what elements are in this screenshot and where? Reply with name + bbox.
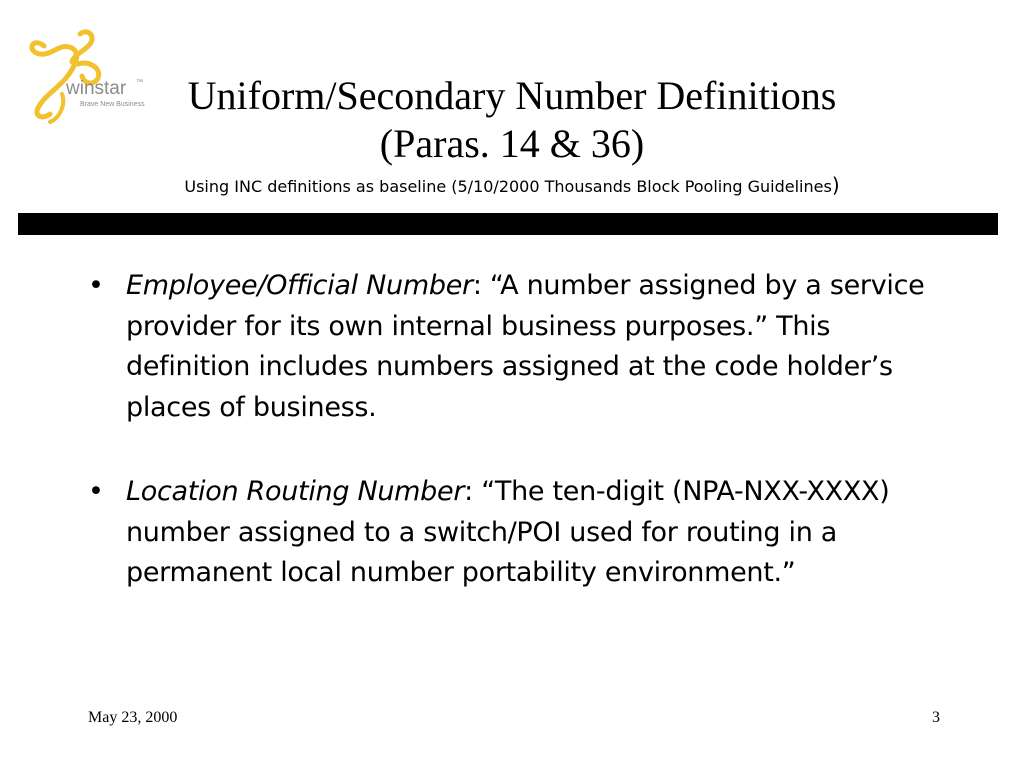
footer-date: May 23, 2000 (88, 709, 178, 726)
bullet-list (88, 266, 948, 638)
bullet-text (126, 472, 948, 594)
title-divider-bar (18, 213, 998, 235)
bullet-marker: • (88, 476, 104, 507)
bullet-marker: • (88, 270, 104, 301)
bullet-text (126, 266, 948, 428)
slide-title-block (0, 72, 1024, 198)
slide-subtitle-close-paren: ) (831, 173, 840, 197)
slide-subtitle-text: Using INC definitions as baseline (5/10/2000 Thousands Block Pooling Guidelines (184, 177, 832, 196)
bullet-term: Location Routing Number (126, 476, 465, 507)
logo-trademark: ™ (136, 79, 143, 86)
footer-page-number: 3 (932, 709, 940, 726)
bullet-item-employee-official-number (88, 266, 948, 428)
bullet-definition: : “The ten-digit (NPA-NXX-XXXX) number assigned to a switch/POI used for routing in a permanent local number portability environment.” (126, 476, 890, 588)
bullet-item-location-routing-number (88, 472, 948, 594)
bullet-term: Employee/Official Number (126, 270, 473, 301)
slide-title-line-1: Uniform/Secondary Number Definitions (187, 73, 837, 118)
bullet-definition: : “A number assigned by a service provider for its own internal business purposes.” This definition includes numbers assigned at the code holder’s places of business. (126, 270, 925, 423)
logo-brand-text: winstar (66, 78, 127, 99)
slide-title-line-2: (Paras. 14 & 36) (379, 121, 645, 166)
logo-tagline: Brave New Business (80, 101, 145, 108)
slide-subtitle (0, 174, 1024, 198)
